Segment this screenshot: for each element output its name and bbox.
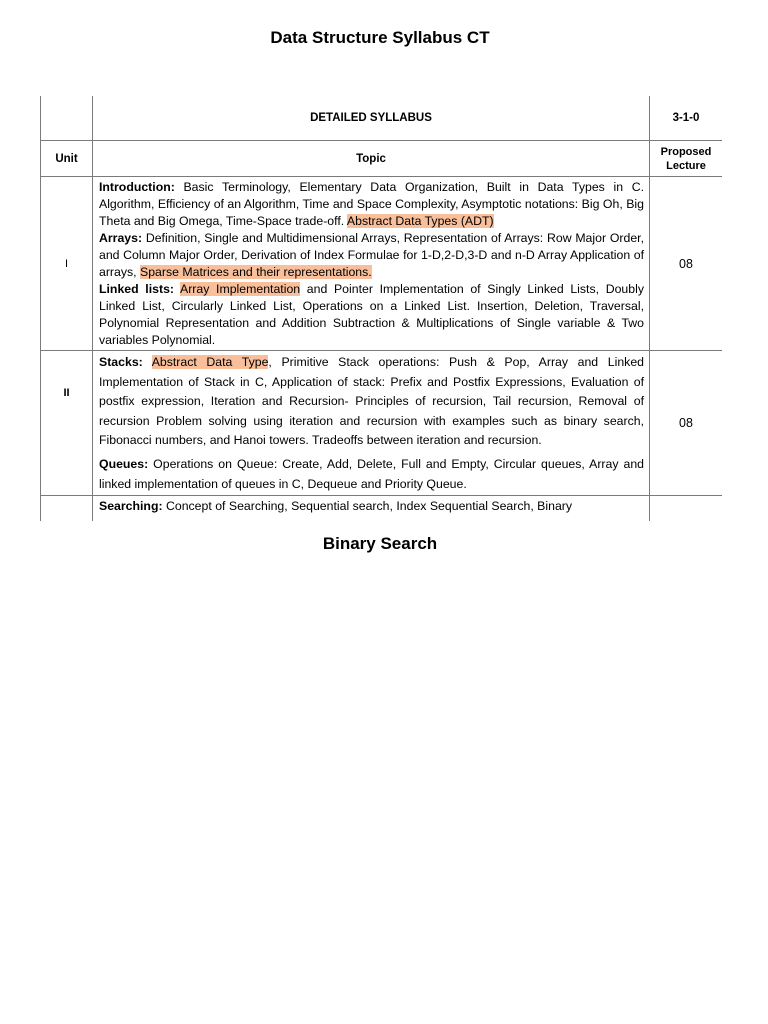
syllabus-table [40, 96, 722, 521]
topic-text: Operations on Queue: Create, Add, Delete, Full and Empty, Circular queues, Array and linked implementation of queues in C, Dequeue and Priority Queue. [99, 456, 644, 491]
unit-column-header: Unit [41, 141, 93, 177]
lecture-count-cell: 08 [650, 351, 723, 496]
table-header-row [41, 96, 723, 141]
topic-column-header: Topic [93, 141, 650, 177]
section-heading: Binary Search [322, 534, 438, 553]
unit-cell: II [41, 351, 93, 496]
unit-cell [41, 496, 93, 522]
topic-paragraph [99, 498, 644, 515]
detailed-syllabus-header: DETAILED SYLLABUS [93, 96, 650, 141]
topic-label: Searching: [99, 499, 163, 514]
document-title: Data Structure Syllabus CT [270, 28, 490, 47]
lecture-column-header: Proposed Lecture [650, 141, 723, 177]
topic-label: Introduction: [99, 180, 175, 194]
topic-paragraph [99, 281, 644, 349]
table-row [41, 177, 723, 351]
topic-paragraph [99, 230, 644, 281]
syllabus-table-crop [40, 96, 722, 522]
topic-label: Arrays: [99, 231, 143, 245]
highlighted-text: Sparse Matrices and their representations. [140, 265, 372, 279]
header-blank-cell [41, 96, 93, 141]
highlighted-text: Array Implementation [180, 282, 301, 296]
topic-label: Stacks: [99, 355, 143, 369]
topic-text: Concept of Searching, Sequential search, Index Sequential Search, Binary [162, 499, 573, 514]
highlighted-text: Abstract Data Type [151, 355, 269, 369]
topic-paragraph [99, 179, 644, 230]
topic-text: , Primitive Stack operations: Push & Pop, Array and Linked Implementation of Stack in C, Application of stack: Prefix and Postfix Expressions, Evaluation of postfix expression, Iteration and Recursion- Principles of recursion, Tail recursion, Removal of recursion Problem solving using iteration and recursion with examples such as binary search, Fibonacci numbers, and Hanoi towers. Tradeoffs between iteration and recursion. [99, 355, 644, 448]
topic-label: Linked lists: [99, 282, 174, 296]
lecture-count-cell: 08 [650, 177, 723, 351]
table-row [41, 496, 723, 522]
unit-cell: I [41, 177, 93, 351]
column-header-row [41, 141, 723, 177]
topic-text: Definition, Single and Multidimensional Arrays, Representation of Arrays: Row Major Order, and Column Major Order, Derivation of Index Formulae for 1-D,2-D,3-D and n-D Array Application of arrays, [99, 231, 644, 279]
topic-text: Basic Terminology, Elementary Data Organization, Built in Data Types in C. Algorithm, Efficiency of an Algorithm, Time and Space Complexity, Asymptotic notations: Big Oh, Big Theta and Big Omega, Time-Space trade-off. [99, 180, 644, 228]
topic-paragraph [99, 455, 644, 494]
topic-text: and Pointer Implementation of Singly Linked Lists, Doubly Linked List, Circularly Linked List, Operations on a Linked List. Insertion, Deletion, Traversal, Polynomial Representation and Addition Subtraction & Multiplications of Single variable & Two variables Polynomial. [99, 282, 644, 347]
highlighted-text: Abstract Data Types (ADT) [346, 214, 494, 228]
credits-header: 3-1-0 [650, 96, 723, 141]
table-row [41, 351, 723, 496]
topic-cell [93, 496, 650, 522]
topic-cell [93, 177, 650, 351]
lecture-count-cell [650, 496, 723, 522]
topic-label: Queues: [99, 456, 149, 471]
topic-cell [93, 351, 650, 496]
topic-paragraph [99, 353, 644, 451]
